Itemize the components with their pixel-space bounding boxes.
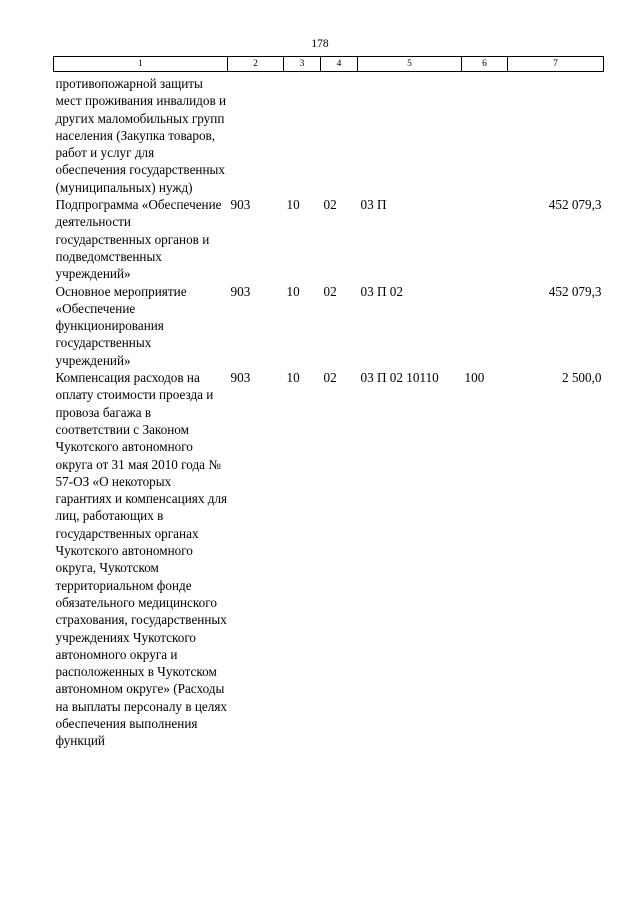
column-header: 5	[358, 57, 462, 72]
column-header: 1	[54, 57, 228, 72]
row-expense-type	[462, 283, 508, 369]
row-section-code: 10	[286, 283, 300, 299]
row-section-code	[284, 72, 321, 197]
budget-table	[53, 56, 604, 750]
row-target-code: 03 П 02	[360, 283, 403, 299]
row-ministry-code: 903	[230, 370, 251, 386]
row-target-code: 03 П	[360, 197, 387, 213]
column-header: 3	[284, 57, 321, 72]
table-header-row	[54, 57, 604, 72]
row-ministry-code: 903	[230, 197, 251, 213]
row-section-code: 10	[286, 370, 300, 386]
table-row	[54, 196, 604, 282]
table-row	[54, 369, 604, 750]
row-ministry-code	[228, 72, 284, 197]
row-amount: 452 079,3	[548, 197, 602, 213]
table-row	[54, 72, 604, 197]
column-header: 6	[462, 57, 508, 72]
row-target-code: 03 П 02 10110	[360, 370, 439, 386]
table-row	[54, 283, 604, 369]
row-name: Основное мероприятие «Обеспечение функционирования государственных учреждений»	[55, 283, 187, 368]
row-expense-type: 100	[464, 370, 485, 386]
column-header: 4	[321, 57, 358, 72]
row-subsection-code: 02	[323, 197, 337, 213]
row-target-code	[358, 72, 462, 197]
row-name: Компенсация расходов на оплату стоимости проезда и провоза багажа в соответствии с Законом Чукотского автономного округа от 31 мая 2010 года № 57-ОЗ «О некоторых гарантиях и компенсациях для лиц, работающих в государственных органах Чукотского автономного округа, Чукотском территориальном фонде обязательного медицинского страхования, государственных учреждениях Чукотского автономного округа и расположенных в Чукотском автономном округе» (Расходы на выплаты персоналу в целях обеспечения выполнения функций	[55, 370, 228, 749]
row-section-code: 10	[286, 197, 300, 213]
row-ministry-code: 903	[230, 283, 251, 299]
page-number: 178	[311, 38, 329, 50]
row-amount: 452 079,3	[548, 283, 602, 299]
row-subsection-code: 02	[323, 283, 337, 299]
column-header: 7	[508, 57, 604, 72]
row-expense-type	[462, 72, 508, 197]
column-header: 2	[228, 57, 284, 72]
row-name: Подпрограмма «Обеспечение деятельности государственных органов и подведомственных учреждений»	[55, 197, 222, 282]
row-amount	[508, 72, 604, 197]
row-expense-type	[462, 196, 508, 282]
row-subsection-code	[321, 72, 358, 197]
row-amount: 2 500,0	[561, 370, 602, 386]
row-name: противопожарной защиты мест проживания инвалидов и других маломобильных групп населения (Закупка товаров, работ и услуг для обеспечения государственных (муниципальных) нужд)	[55, 76, 227, 195]
row-subsection-code: 02	[323, 370, 337, 386]
